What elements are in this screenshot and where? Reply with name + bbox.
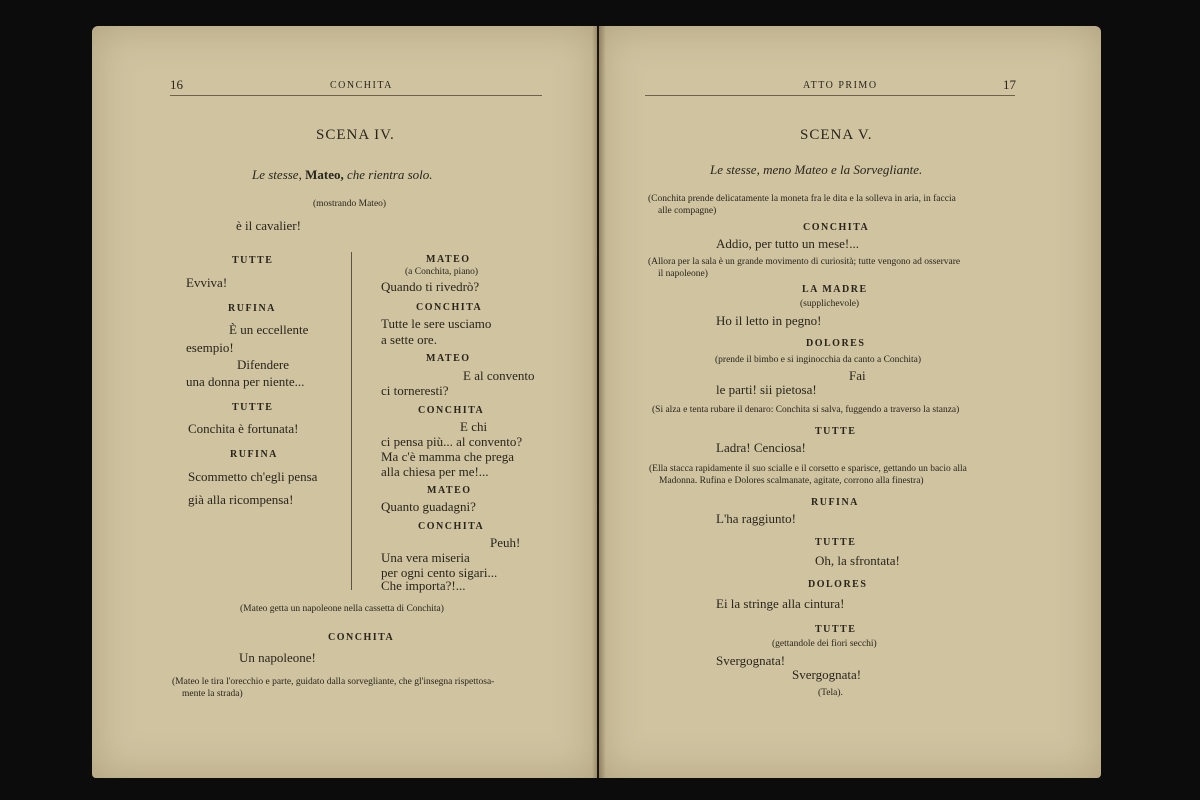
verse-line: Evviva! [186,275,228,290]
speaker-name: TUTTE [815,537,857,548]
verse-line: Oh, la sfrontata! [815,553,900,568]
verse-line: le parti! sii pietosa! [716,382,817,397]
verse-line: L'ha raggiunto! [716,511,796,526]
running-head-left: CONCHITA [330,80,393,91]
speaker-name: DOLORES [808,579,868,590]
verse-line: Quanto guadagni? [381,499,476,514]
stage-direction: (gettandole dei fiori secchi) [772,639,877,649]
verse-line: Ho il letto in pegno! [716,313,822,328]
verse-line: Svergognata! [716,653,786,668]
verse-line: a sette ore. [381,332,437,347]
speaker-name: MATEO [426,254,471,265]
verse-line: Peuh! [490,535,521,550]
verse-line: E al convento [463,368,535,383]
verse-line: E chi [460,419,488,434]
speaker-name: TUTTE [815,426,857,437]
speaker-name: TUTTE [815,624,857,635]
speaker-name: RUFINA [230,449,278,460]
verse-line: Ladra! Cenciosa! [716,440,806,455]
speaker-name: MATEO [426,353,471,364]
verse-line: È un eccellente [229,322,309,337]
speaker-name: MATEO [427,485,472,496]
stage-direction: Madonna. Rufina e Dolores scalmanate, agitate, corrono alla finestra) [659,476,924,486]
verse-line: già alla ricompensa! [188,492,294,507]
stage-direction: (Ella stacca rapidamente il suo scialle e il corsetto e sparisce, gettando un bacio alla [649,464,967,474]
page-number-left: 16 [170,77,183,92]
verse-line: ci torneresti? [381,383,449,398]
stage-direction: (Mateo getta un napoleone nella cassetta di Conchita) [240,604,444,614]
verse-line: Che importa?!... [381,578,466,593]
stage-direction: (Allora per la sala è un grande movimento di curiosità; tutte vengono ad osservare [648,257,961,267]
speaker-name: CONCHITA [418,405,485,416]
stage-direction: (Mateo le tira l'orecchio e parte, guidato dalla sorvegliante, che gl'insegna rispettosa- [172,677,495,687]
stage-direction: (a Conchita, piano) [405,267,479,277]
speaker-name: TUTTE [232,402,274,413]
verse-line: Difendere [237,357,289,372]
verse-line: Una vera miseria [381,550,470,565]
speaker-name: RUFINA [811,497,859,508]
verse-line: Svergognata! [792,667,862,682]
scene-subtitle-right: Le stesse, meno Mateo e la Sorvegliante. [710,162,923,177]
running-head-right: ATTO PRIMO [803,80,878,91]
scene-title-left: SCENA IV. [316,127,395,143]
speaker-name: DOLORES [806,338,866,349]
verse-line: Tutte le sere usciamo [381,316,492,331]
verse-line: Addio, per tutto un mese!... [716,236,859,251]
verse-line: Fai [849,368,866,383]
stage-direction: (Tela). [818,688,843,698]
column-divider [351,252,352,590]
speaker-name: CONCHITA [803,222,870,233]
book-gutter [592,26,606,778]
speaker-name: CONCHITA [418,521,485,532]
verse-line: Quando ti rivedrò? [381,279,480,294]
speaker-name: CONCHITA [416,302,483,313]
stage-direction: (Conchita prende delicatamente la moneta fra le dita e la solleva in aria, in faccia [648,194,956,204]
stage-direction: alle compagne) [658,206,717,216]
verse-line: Conchita è fortunata! [188,421,299,436]
verse-line: alla chiesa per me!... [381,464,489,479]
scene-subtitle-left: Le stesse, Mateo, che rientra solo. [252,167,433,182]
header-rule-right [645,95,1015,96]
verse-line: una donna per niente... [186,374,305,389]
verse-line: è il cavalier! [236,218,301,233]
scene-title-right: SCENA V. [800,127,873,143]
stage-direction: (prende il bimbo e si inginocchia da canto a Conchita) [715,355,922,365]
verse-line: Ma c'è mamma che prega [381,449,514,464]
speaker-name: CONCHITA [328,632,395,643]
verse-line: Un napoleone! [239,650,316,665]
speaker-name: TUTTE [232,255,274,266]
stage-direction: mente la strada) [182,689,243,699]
verse-line: Scommetto ch'egli pensa [188,469,318,484]
stage-direction: (supplichevole) [800,299,860,309]
verse-line: esempio! [186,340,234,355]
stage-direction: (Si alza e tenta rubare il denaro: Conchita si salva, fuggendo a traverso la stanza) [652,405,960,415]
verse-line: per ogni cento sigari... [381,565,498,580]
page-number-right: 17 [1003,77,1016,92]
stage-direction: (mostrando Mateo) [313,199,387,209]
header-rule-left [170,95,542,96]
verse-line: ci pensa più... al convento? [381,434,523,449]
verse-line: Ei la stringe alla cintura! [716,596,845,611]
stage-direction: il napoleone) [658,269,708,279]
speaker-name: LA MADRE [802,284,868,295]
speaker-name: RUFINA [228,303,276,314]
